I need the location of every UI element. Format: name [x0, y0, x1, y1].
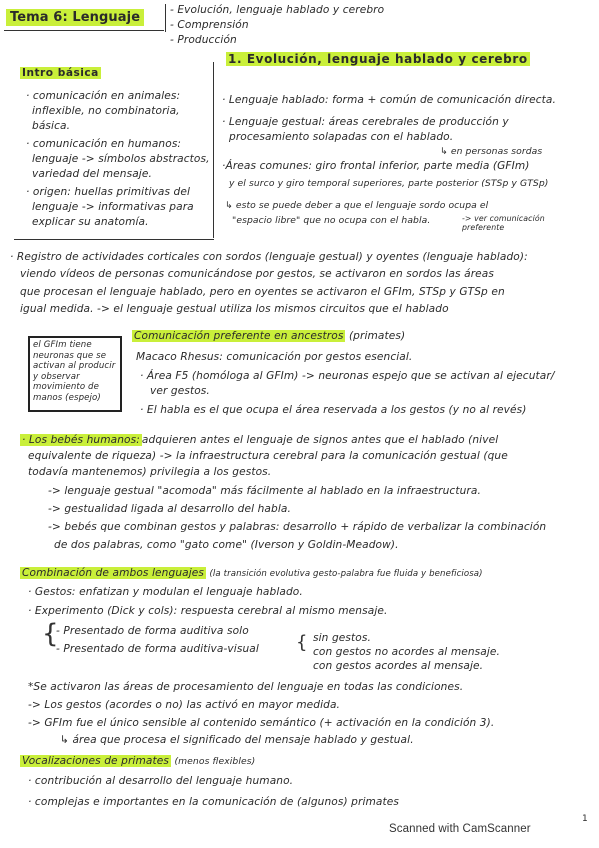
section1-line-6: y el surco y giro temporal superiores, parte posterior (STSp y GTSp) — [229, 178, 549, 189]
section1-line-4: ↳ en personas sordas — [440, 146, 543, 157]
combinacion-heading: Combinación de ambos lenguajes (la transición evolutiva gesto-palabra fue fluida y beneficiosa) — [22, 567, 483, 579]
combinacion-line-1: · Gestos: enfatizan y modulan el lenguaje hablado. — [28, 586, 303, 598]
intro-line-2: inflexible, no combinatoria, — [32, 105, 180, 117]
intro-line-9: explicar su anatomía. — [32, 216, 149, 228]
scanner-watermark: Scanned with CamScanner — [389, 823, 531, 835]
combinacion-line-5: sin gestos. — [313, 632, 371, 644]
ancestros-line-2: · Área F5 (homóloga al GFIm) -> neuronas espejo que se activan al ejecutar/ — [140, 370, 555, 382]
intro-line-4: · comunicación en humanos: — [26, 138, 182, 150]
section1-heading: 1. Evolución, lenguaje hablado y cerebro — [228, 52, 528, 66]
topic-1: - Evolución, lenguaje hablado y cerebro — [170, 4, 385, 16]
note-box: el GFIm tiene neuronas que se activan al producir y observar movimiento de manos (espejo) — [28, 336, 122, 412]
combinacion-line-3: - Presentado de forma auditiva solo — [56, 625, 249, 637]
vocalizaciones-line-1: · contribución al desarrollo del lenguaje humano. — [28, 775, 294, 787]
section1-line-7: ↳ esto se puede deber a que el lenguaje sordo ocupa el — [225, 200, 489, 211]
ancestros-line-4: · El habla es el que ocupa el área reservada a los gestos (y no al revés) — [140, 404, 527, 416]
section1-line-5: ·Áreas comunes: giro frontal inferior, parte media (GFIm) — [222, 160, 530, 172]
title-divider — [165, 4, 166, 32]
bebes-line-7: de dos palabras, como "gato come" (Iverson y Goldin-Meadow). — [54, 539, 399, 551]
combinacion-line-10: -> GFIm fue el único sensible al contenido semántico (+ activación en la condición 3). — [28, 717, 495, 729]
registro-line-4: igual medida. -> el lenguaje gestual utiliza los mismos circuitos que el hablado — [20, 303, 449, 315]
topic-2: - Comprensión — [170, 19, 249, 31]
page-title: Tema 6: Lenguaje — [6, 10, 144, 25]
section1-line-1: · Lenguaje hablado: forma + común de comunicación directa. — [222, 94, 556, 106]
section1-line-3: procesamiento solapadas con el hablado. — [229, 131, 454, 143]
intro-line-7: · origen: huellas primitivas del — [26, 186, 191, 198]
bebes-line-4: -> lenguaje gestual "acomoda" más fácilmente al hablado en la infraestructura. — [48, 485, 481, 497]
ancestros-line-3: ver gestos. — [150, 385, 210, 397]
ancestros-heading: Comunicación preferente en ancestros (primates) — [134, 330, 406, 342]
combinacion-line-9: -> Los gestos (acordes o no) las activó en mayor medida. — [28, 699, 341, 711]
brace-glyph: { — [42, 619, 59, 649]
section1-line-8: "espacio libre" que no ocupa con el habla. — [232, 215, 431, 226]
registro-line-1: · Registro de actividades corticales con sordos (lenguaje gestual) y oyentes (lenguaje hablado): — [10, 251, 528, 263]
topic-3: - Producción — [170, 34, 237, 46]
combinacion-line-7: con gestos acordes al mensaje. — [313, 660, 484, 672]
bebes-line-3: todavía mantenemos) privilegia a los gestos. — [28, 466, 272, 478]
combinacion-line-4: - Presentado de forma auditiva-visual — [56, 643, 259, 655]
bebes-line-2: equivalente de riqueza) -> la infraestructura cerebral para la comunicación gestual (que — [28, 450, 508, 462]
vocalizaciones-heading: Vocalizaciones de primates (menos flexibles) — [22, 755, 256, 767]
section1-line-9: -> ver comunicación preferente — [462, 214, 545, 232]
bebes-line-5: -> gestualidad ligada al desarrollo del habla. — [48, 503, 291, 515]
bebes-line-6: -> bebés que combinan gestos y palabras: desarrollo + rápido de verbalizar la combinación — [48, 521, 547, 533]
intro-line-1: · comunicación en animales: — [26, 90, 181, 102]
vocalizaciones-line-2: · complejas e importantes en la comunicación de (algunos) primates — [28, 796, 399, 808]
registro-line-2: viendo vídeos de personas comunicándose por gestos, se activaron en sordos las áreas — [20, 268, 495, 280]
column-divider — [213, 62, 214, 238]
combinacion-line-8: *Se activaron las áreas de procesamiento del lenguaje en todas las condiciones. — [28, 681, 464, 693]
intro-heading: Intro básica — [22, 67, 99, 79]
intro-line-3: básica. — [32, 120, 71, 132]
page-mark: 1 — [582, 814, 588, 824]
ancestros-line-1: Macaco Rhesus: comunicación por gestos esencial. — [136, 351, 413, 363]
intro-bottom-rule — [14, 239, 214, 240]
branch-glyph: { — [296, 632, 308, 653]
combinacion-line-2: · Experimento (Dick y cols): respuesta cerebral al mismo mensaje. — [28, 605, 388, 617]
bebes-line-1: · Los bebés humanos: adquieren antes el lenguaje de signos antes que el hablado (nivel — [22, 434, 499, 446]
intro-line-6: variedad del mensaje. — [32, 168, 152, 180]
section1-line-2: · Lenguaje gestual: áreas cerebrales de producción y — [222, 116, 509, 128]
intro-line-8: lenguaje -> informativas para — [32, 201, 194, 213]
combinacion-line-11: ↳ área que procesa el significado del mensaje hablado y gestual. — [60, 734, 414, 746]
registro-line-3: que procesan el lenguaje hablado, pero en oyentes se activaron el GFIm, STSp y GTSp en — [20, 286, 505, 298]
title-underline — [4, 30, 164, 31]
intro-line-5: lenguaje -> símbolos abstractos, — [32, 153, 210, 165]
combinacion-line-6: con gestos no acordes al mensaje. — [313, 646, 501, 658]
